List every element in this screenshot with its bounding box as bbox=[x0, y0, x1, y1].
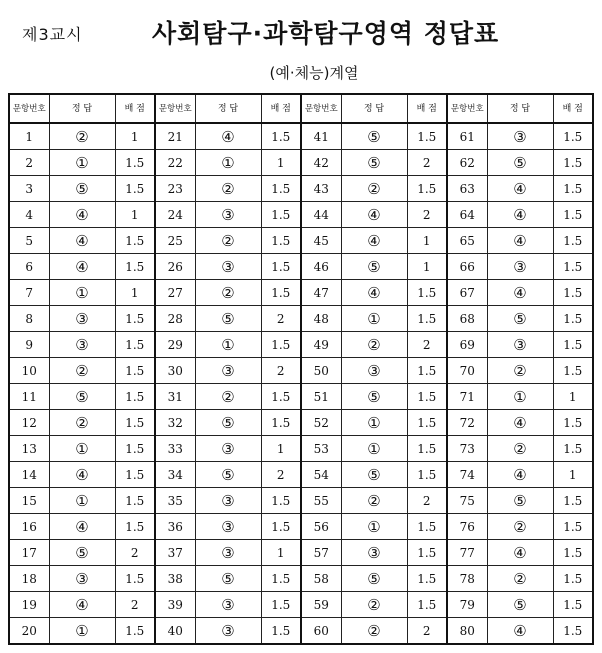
score-cell: 1.5 bbox=[553, 280, 593, 306]
answer-cell: ⑤ bbox=[195, 306, 261, 332]
question-number: 20 bbox=[9, 618, 49, 645]
score-cell: 1 bbox=[553, 462, 593, 488]
score-cell: 1.5 bbox=[261, 514, 301, 540]
question-number: 35 bbox=[155, 488, 195, 514]
question-number: 45 bbox=[301, 228, 341, 254]
question-number: 55 bbox=[301, 488, 341, 514]
answer-cell: ③ bbox=[195, 618, 261, 645]
score-cell: 1.5 bbox=[115, 358, 155, 384]
question-number: 69 bbox=[447, 332, 487, 358]
question-number: 59 bbox=[301, 592, 341, 618]
score-cell: 1.5 bbox=[261, 228, 301, 254]
answer-cell: ⑤ bbox=[49, 540, 115, 566]
answer-cell: ④ bbox=[49, 462, 115, 488]
question-number: 51 bbox=[301, 384, 341, 410]
answer-cell: ② bbox=[195, 280, 261, 306]
question-number: 28 bbox=[155, 306, 195, 332]
answer-cell: ② bbox=[49, 410, 115, 436]
table-row bbox=[9, 566, 593, 592]
score-cell: 1.5 bbox=[115, 384, 155, 410]
score-cell: 1.5 bbox=[553, 254, 593, 280]
answer-cell: ④ bbox=[487, 202, 553, 228]
question-number: 65 bbox=[447, 228, 487, 254]
answer-cell: ① bbox=[49, 436, 115, 462]
column-header-number: 문항번호 bbox=[155, 94, 195, 123]
score-cell: 1.5 bbox=[115, 254, 155, 280]
question-number: 68 bbox=[447, 306, 487, 332]
answer-cell: ③ bbox=[195, 358, 261, 384]
column-header-score: 배 점 bbox=[261, 94, 301, 123]
score-cell: 1.5 bbox=[115, 306, 155, 332]
question-number: 41 bbox=[301, 123, 341, 150]
answer-cell: ① bbox=[341, 514, 407, 540]
score-cell: 1 bbox=[261, 436, 301, 462]
question-number: 52 bbox=[301, 410, 341, 436]
question-number: 37 bbox=[155, 540, 195, 566]
answer-cell: ① bbox=[49, 618, 115, 645]
table-row bbox=[9, 123, 593, 150]
answer-cell: ⑤ bbox=[341, 566, 407, 592]
score-cell: 2 bbox=[407, 488, 447, 514]
score-cell: 1.5 bbox=[553, 123, 593, 150]
score-cell: 1.5 bbox=[261, 123, 301, 150]
score-cell: 1 bbox=[261, 540, 301, 566]
score-cell: 1 bbox=[261, 150, 301, 176]
answer-cell: ④ bbox=[487, 228, 553, 254]
score-cell: 1.5 bbox=[115, 332, 155, 358]
question-number: 67 bbox=[447, 280, 487, 306]
score-cell: 2 bbox=[407, 150, 447, 176]
score-cell: 2 bbox=[261, 358, 301, 384]
answer-cell: ③ bbox=[341, 540, 407, 566]
table-row bbox=[9, 592, 593, 618]
question-number: 9 bbox=[9, 332, 49, 358]
question-number: 40 bbox=[155, 618, 195, 645]
answer-cell: ⑤ bbox=[341, 150, 407, 176]
question-number: 16 bbox=[9, 514, 49, 540]
column-header-score: 배 점 bbox=[553, 94, 593, 123]
question-number: 33 bbox=[155, 436, 195, 462]
answer-cell: ① bbox=[195, 332, 261, 358]
question-number: 7 bbox=[9, 280, 49, 306]
answer-cell: ⑤ bbox=[487, 150, 553, 176]
question-number: 61 bbox=[447, 123, 487, 150]
question-number: 8 bbox=[9, 306, 49, 332]
score-cell: 1.5 bbox=[553, 150, 593, 176]
score-cell: 1.5 bbox=[261, 566, 301, 592]
question-number: 11 bbox=[9, 384, 49, 410]
score-cell: 1 bbox=[115, 202, 155, 228]
table-row bbox=[9, 280, 593, 306]
column-header-answer: 정 답 bbox=[341, 94, 407, 123]
score-cell: 2 bbox=[261, 306, 301, 332]
question-number: 19 bbox=[9, 592, 49, 618]
score-cell: 1.5 bbox=[407, 436, 447, 462]
question-number: 49 bbox=[301, 332, 341, 358]
answer-cell: ⑤ bbox=[341, 462, 407, 488]
column-header-score: 배 점 bbox=[407, 94, 447, 123]
answer-cell: ④ bbox=[487, 462, 553, 488]
score-cell: 1.5 bbox=[407, 592, 447, 618]
question-number: 1 bbox=[9, 123, 49, 150]
answer-cell: ⑤ bbox=[195, 462, 261, 488]
answer-cell: ③ bbox=[195, 540, 261, 566]
score-cell: 1.5 bbox=[553, 436, 593, 462]
question-number: 57 bbox=[301, 540, 341, 566]
answer-cell: ② bbox=[195, 176, 261, 202]
table-row bbox=[9, 462, 593, 488]
score-cell: 1.5 bbox=[115, 566, 155, 592]
page-title: 사회탐구·과학탐구영역 정답표 bbox=[152, 19, 500, 48]
answer-cell: ⑤ bbox=[49, 384, 115, 410]
score-cell: 1.5 bbox=[553, 176, 593, 202]
score-cell: 2 bbox=[115, 592, 155, 618]
question-number: 56 bbox=[301, 514, 341, 540]
answer-cell: ④ bbox=[49, 254, 115, 280]
table-row bbox=[9, 358, 593, 384]
answer-cell: ③ bbox=[195, 254, 261, 280]
answer-cell: ④ bbox=[49, 592, 115, 618]
answer-cell: ④ bbox=[49, 202, 115, 228]
answer-cell: ① bbox=[487, 384, 553, 410]
question-number: 73 bbox=[447, 436, 487, 462]
answer-cell: ② bbox=[487, 436, 553, 462]
answer-cell: ④ bbox=[341, 228, 407, 254]
question-number: 30 bbox=[155, 358, 195, 384]
table-row bbox=[9, 514, 593, 540]
score-cell: 2 bbox=[407, 332, 447, 358]
answer-cell: ⑤ bbox=[195, 566, 261, 592]
question-number: 64 bbox=[447, 202, 487, 228]
answer-cell: ② bbox=[341, 592, 407, 618]
answer-cell: ① bbox=[341, 410, 407, 436]
question-number: 24 bbox=[155, 202, 195, 228]
question-number: 74 bbox=[447, 462, 487, 488]
question-number: 47 bbox=[301, 280, 341, 306]
score-cell: 2 bbox=[115, 540, 155, 566]
answer-cell: ② bbox=[49, 358, 115, 384]
question-number: 4 bbox=[9, 202, 49, 228]
question-number: 13 bbox=[9, 436, 49, 462]
score-cell: 1.5 bbox=[115, 488, 155, 514]
table-row bbox=[9, 618, 593, 645]
score-cell: 1.5 bbox=[115, 514, 155, 540]
question-number: 54 bbox=[301, 462, 341, 488]
score-cell: 1.5 bbox=[261, 592, 301, 618]
question-number: 75 bbox=[447, 488, 487, 514]
answer-cell: ③ bbox=[195, 514, 261, 540]
score-cell: 1 bbox=[115, 280, 155, 306]
table-row bbox=[9, 436, 593, 462]
score-cell: 1.5 bbox=[261, 176, 301, 202]
question-number: 17 bbox=[9, 540, 49, 566]
question-number: 5 bbox=[9, 228, 49, 254]
score-cell: 1.5 bbox=[553, 540, 593, 566]
score-cell: 1 bbox=[407, 228, 447, 254]
answer-cell: ③ bbox=[195, 592, 261, 618]
score-cell: 1.5 bbox=[553, 228, 593, 254]
question-number: 39 bbox=[155, 592, 195, 618]
answer-table-body bbox=[9, 123, 593, 644]
question-number: 21 bbox=[155, 123, 195, 150]
question-number: 27 bbox=[155, 280, 195, 306]
column-header-score: 배 점 bbox=[115, 94, 155, 123]
answer-cell: ③ bbox=[49, 566, 115, 592]
score-cell: 2 bbox=[407, 618, 447, 645]
answer-cell: ④ bbox=[487, 280, 553, 306]
score-cell: 1.5 bbox=[261, 384, 301, 410]
answer-cell: ④ bbox=[341, 280, 407, 306]
score-cell: 1.5 bbox=[261, 280, 301, 306]
score-cell: 1 bbox=[553, 384, 593, 410]
score-cell: 1.5 bbox=[407, 280, 447, 306]
answer-cell: ① bbox=[49, 488, 115, 514]
score-cell: 1.5 bbox=[115, 176, 155, 202]
table-row bbox=[9, 150, 593, 176]
score-cell: 1.5 bbox=[553, 566, 593, 592]
question-number: 79 bbox=[447, 592, 487, 618]
score-cell: 1.5 bbox=[115, 462, 155, 488]
question-number: 77 bbox=[447, 540, 487, 566]
table-row bbox=[9, 228, 593, 254]
score-cell: 1.5 bbox=[115, 436, 155, 462]
question-number: 18 bbox=[9, 566, 49, 592]
question-number: 50 bbox=[301, 358, 341, 384]
score-cell: 1.5 bbox=[553, 514, 593, 540]
score-cell: 1.5 bbox=[261, 332, 301, 358]
table-row bbox=[9, 488, 593, 514]
question-number: 15 bbox=[9, 488, 49, 514]
answer-cell: ③ bbox=[49, 332, 115, 358]
question-number: 48 bbox=[301, 306, 341, 332]
answer-cell: ③ bbox=[195, 202, 261, 228]
question-number: 29 bbox=[155, 332, 195, 358]
answer-cell: ③ bbox=[49, 306, 115, 332]
table-row bbox=[9, 384, 593, 410]
score-cell: 1.5 bbox=[553, 592, 593, 618]
question-number: 53 bbox=[301, 436, 341, 462]
score-cell: 1.5 bbox=[407, 123, 447, 150]
score-cell: 1.5 bbox=[553, 202, 593, 228]
page-subtitle: (예·체능)계열 bbox=[269, 64, 359, 82]
answer-cell: ② bbox=[487, 514, 553, 540]
answer-cell: ⑤ bbox=[341, 254, 407, 280]
score-cell: 1.5 bbox=[407, 540, 447, 566]
table-row bbox=[9, 410, 593, 436]
question-number: 14 bbox=[9, 462, 49, 488]
score-cell: 1.5 bbox=[115, 150, 155, 176]
question-number: 6 bbox=[9, 254, 49, 280]
question-number: 3 bbox=[9, 176, 49, 202]
answer-cell: ④ bbox=[487, 176, 553, 202]
answer-cell: ② bbox=[487, 566, 553, 592]
question-number: 70 bbox=[447, 358, 487, 384]
column-header-number: 문항번호 bbox=[301, 94, 341, 123]
answer-cell: ④ bbox=[49, 514, 115, 540]
question-number: 12 bbox=[9, 410, 49, 436]
question-number: 2 bbox=[9, 150, 49, 176]
answer-cell: ⑤ bbox=[49, 176, 115, 202]
score-cell: 1.5 bbox=[407, 566, 447, 592]
question-number: 66 bbox=[447, 254, 487, 280]
table-row bbox=[9, 306, 593, 332]
table-row bbox=[9, 540, 593, 566]
answer-cell: ⑤ bbox=[487, 592, 553, 618]
score-cell: 1.5 bbox=[115, 618, 155, 645]
question-number: 71 bbox=[447, 384, 487, 410]
question-number: 78 bbox=[447, 566, 487, 592]
score-cell: 1.5 bbox=[553, 358, 593, 384]
question-number: 25 bbox=[155, 228, 195, 254]
question-number: 31 bbox=[155, 384, 195, 410]
table-row bbox=[9, 202, 593, 228]
answer-cell: ② bbox=[341, 332, 407, 358]
answer-cell: ④ bbox=[341, 202, 407, 228]
header-row bbox=[9, 94, 593, 123]
question-number: 58 bbox=[301, 566, 341, 592]
score-cell: 1 bbox=[115, 123, 155, 150]
column-header-number: 문항번호 bbox=[9, 94, 49, 123]
answer-table bbox=[8, 93, 594, 645]
answer-cell: ② bbox=[195, 384, 261, 410]
question-number: 80 bbox=[447, 618, 487, 645]
table-row bbox=[9, 332, 593, 358]
answer-cell: ① bbox=[49, 150, 115, 176]
score-cell: 2 bbox=[407, 202, 447, 228]
score-cell: 1.5 bbox=[407, 384, 447, 410]
answer-cell: ② bbox=[487, 358, 553, 384]
score-cell: 1.5 bbox=[261, 618, 301, 645]
score-cell: 1.5 bbox=[261, 410, 301, 436]
answer-cell: ② bbox=[341, 488, 407, 514]
score-cell: 1 bbox=[407, 254, 447, 280]
score-cell: 1.5 bbox=[553, 306, 593, 332]
answer-cell: ③ bbox=[195, 436, 261, 462]
answer-cell: ③ bbox=[487, 123, 553, 150]
question-number: 23 bbox=[155, 176, 195, 202]
score-cell: 1.5 bbox=[261, 488, 301, 514]
answer-cell: ① bbox=[49, 280, 115, 306]
question-number: 10 bbox=[9, 358, 49, 384]
question-number: 63 bbox=[447, 176, 487, 202]
answer-cell: ① bbox=[195, 150, 261, 176]
answer-cell: ① bbox=[341, 436, 407, 462]
column-header-number: 문항번호 bbox=[447, 94, 487, 123]
answer-cell: ⑤ bbox=[341, 384, 407, 410]
answer-cell: ⑤ bbox=[195, 410, 261, 436]
question-number: 72 bbox=[447, 410, 487, 436]
question-number: 43 bbox=[301, 176, 341, 202]
question-number: 34 bbox=[155, 462, 195, 488]
score-cell: 1.5 bbox=[407, 176, 447, 202]
question-number: 42 bbox=[301, 150, 341, 176]
score-cell: 1.5 bbox=[553, 618, 593, 645]
question-number: 44 bbox=[301, 202, 341, 228]
question-number: 22 bbox=[155, 150, 195, 176]
score-cell: 1.5 bbox=[553, 332, 593, 358]
answer-cell: ② bbox=[195, 228, 261, 254]
question-number: 36 bbox=[155, 514, 195, 540]
answer-cell: ④ bbox=[49, 228, 115, 254]
column-header-answer: 정 답 bbox=[49, 94, 115, 123]
answer-cell: ③ bbox=[341, 358, 407, 384]
answer-cell: ⑤ bbox=[341, 123, 407, 150]
score-cell: 1.5 bbox=[261, 254, 301, 280]
score-cell: 1.5 bbox=[407, 514, 447, 540]
table-row bbox=[9, 176, 593, 202]
answer-cell: ④ bbox=[487, 540, 553, 566]
answer-cell: ① bbox=[341, 306, 407, 332]
answer-cell: ⑤ bbox=[487, 488, 553, 514]
column-header-answer: 정 답 bbox=[195, 94, 261, 123]
question-number: 32 bbox=[155, 410, 195, 436]
column-header-answer: 정 답 bbox=[487, 94, 553, 123]
answer-cell: ④ bbox=[487, 618, 553, 645]
session-label: 제3교시 bbox=[22, 25, 83, 44]
answer-cell: ③ bbox=[487, 254, 553, 280]
question-number: 76 bbox=[447, 514, 487, 540]
question-number: 46 bbox=[301, 254, 341, 280]
score-cell: 1.5 bbox=[553, 410, 593, 436]
answer-cell: ④ bbox=[487, 410, 553, 436]
score-cell: 1.5 bbox=[115, 410, 155, 436]
question-number: 26 bbox=[155, 254, 195, 280]
answer-cell: ② bbox=[341, 618, 407, 645]
answer-cell: ⑤ bbox=[487, 306, 553, 332]
score-cell: 1.5 bbox=[261, 202, 301, 228]
answer-cell: ② bbox=[341, 176, 407, 202]
table-row bbox=[9, 254, 593, 280]
answer-cell: ③ bbox=[487, 332, 553, 358]
question-number: 38 bbox=[155, 566, 195, 592]
answer-cell: ④ bbox=[195, 123, 261, 150]
answer-cell: ② bbox=[49, 123, 115, 150]
score-cell: 1.5 bbox=[115, 228, 155, 254]
score-cell: 1.5 bbox=[407, 462, 447, 488]
score-cell: 1.5 bbox=[553, 488, 593, 514]
score-cell: 2 bbox=[261, 462, 301, 488]
answer-cell: ③ bbox=[195, 488, 261, 514]
score-cell: 1.5 bbox=[407, 358, 447, 384]
question-number: 62 bbox=[447, 150, 487, 176]
score-cell: 1.5 bbox=[407, 306, 447, 332]
score-cell: 1.5 bbox=[407, 410, 447, 436]
question-number: 60 bbox=[301, 618, 341, 645]
